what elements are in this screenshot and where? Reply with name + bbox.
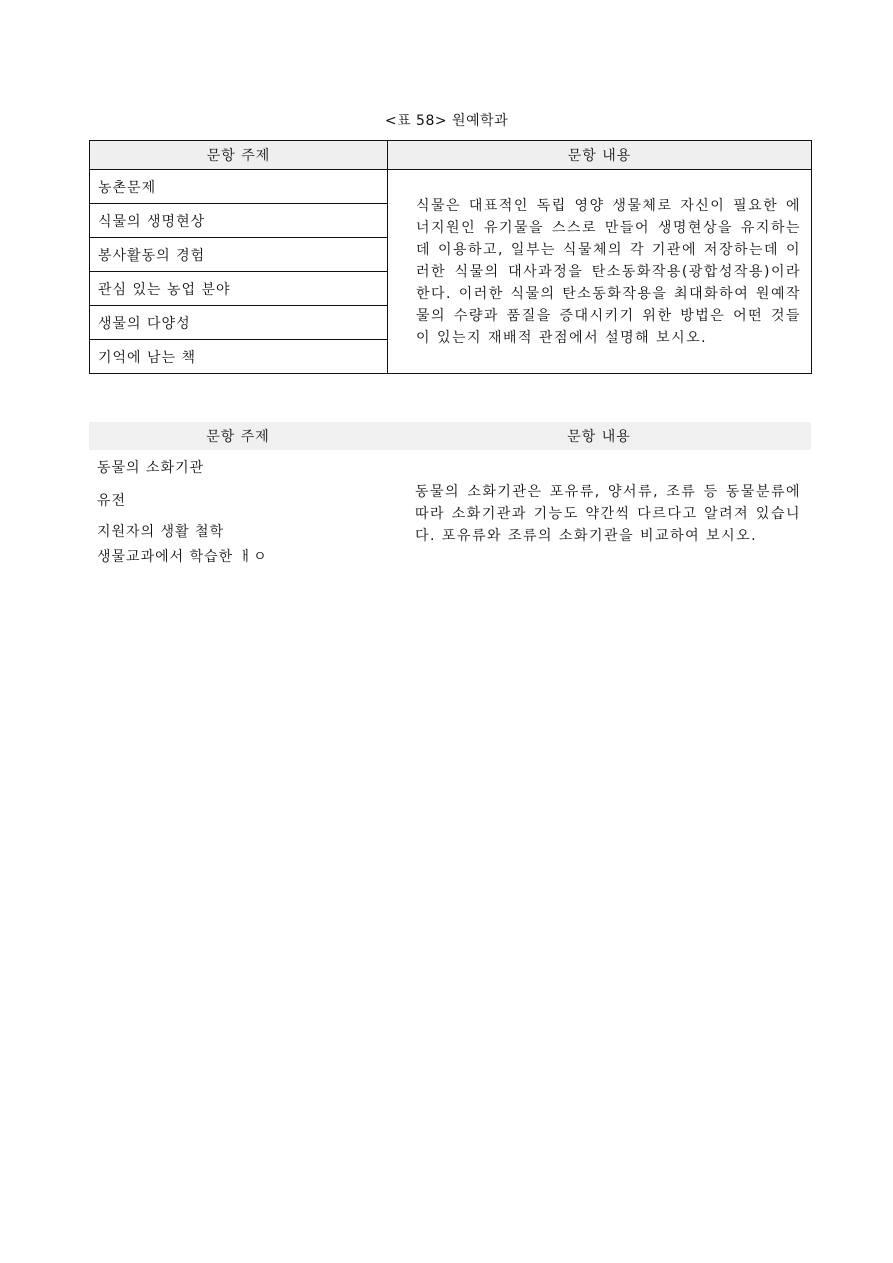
- second-question-table: [89, 422, 811, 570]
- content-header: 문항 내용: [388, 141, 812, 170]
- topic-cell: 관심 있는 농업 분야: [90, 272, 388, 306]
- table-row: [90, 170, 812, 204]
- topic-cell: 유전: [97, 492, 127, 509]
- topic-cell: 봉사활동의 경험: [90, 238, 388, 272]
- topic-cell: 생물의 다양성: [90, 306, 388, 340]
- question-content-cell: 동물의 소화기관은 포유류, 양서류, 조류 등 동물분류에 따라 소화기관과 기능도 약간씩 다르다고 알려져 있습니다. 포유류와 조류의 소화기관을 비교하여 보시오.: [415, 484, 801, 544]
- question-content-cell: 식물은 대표적인 독립 영양 생물체로 자신이 필요한 에너지원인 유기물을 스스로 만들어 생명현상을 유지하는데 이용하고, 일부는 식물체의 각 기관에 저장하는데 이러한 식물의 대사과정을 탄소동화작용(광합성작용)이라 한다. 이러한 식물의 탄소동화작용을 최대화하여 원예작물의 수량과 품질을 증대시키기 위한 방법은 어떤 것들이 있는지 재배적 관점에서 설명해 보시오.: [388, 170, 812, 374]
- table-header-row: [89, 422, 811, 450]
- horticulture-question-table: [89, 140, 812, 374]
- topic-cell: 농촌문제: [90, 170, 388, 204]
- topic-cell: 지원자의 생활 철학: [97, 524, 225, 540]
- content-header: 문항 내용: [387, 422, 811, 450]
- topic-cell: 생물교과에서 학습한 ㅐㅇ: [97, 549, 268, 565]
- topic-cell: 식물의 생명현상: [90, 204, 388, 238]
- topic-header: 문항 주제: [89, 422, 387, 450]
- table-header-row: [90, 141, 812, 170]
- topic-header: 문항 주제: [90, 141, 388, 170]
- table-row: [89, 450, 811, 483]
- table-caption: <표 58> 원예학과: [384, 113, 509, 129]
- topic-cell: 동물의 소화기관: [97, 459, 205, 476]
- topic-cell: 기억에 남는 책: [90, 340, 388, 374]
